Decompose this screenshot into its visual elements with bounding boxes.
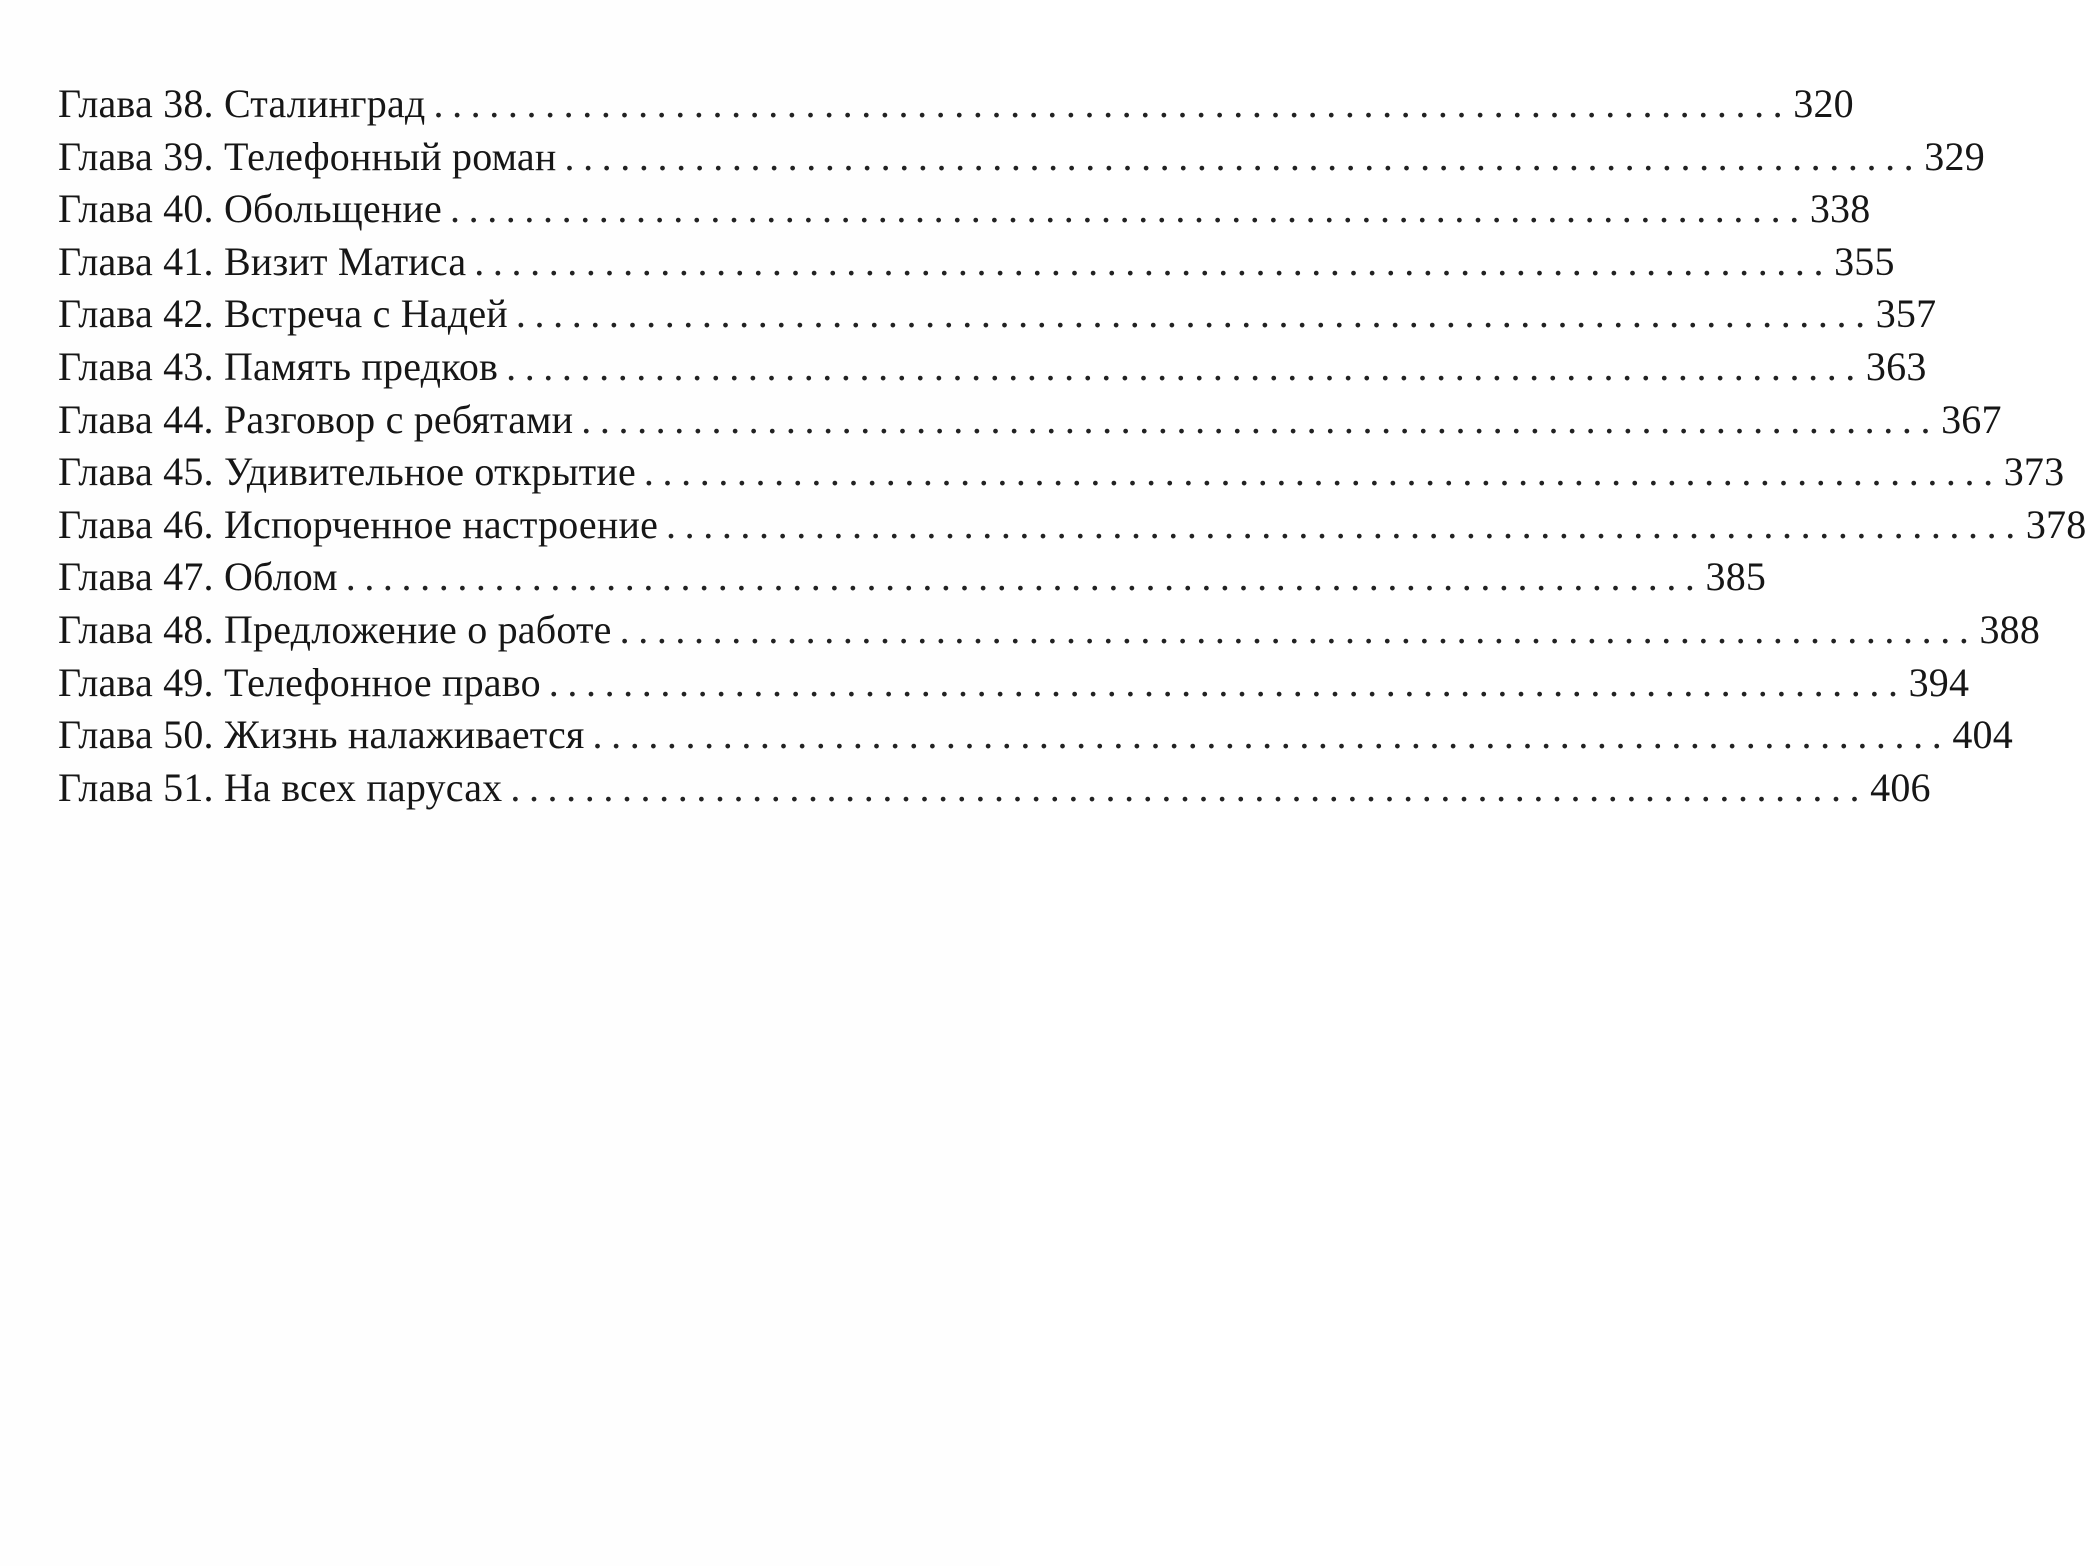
chapter-number: Глава 38. <box>58 81 214 126</box>
chapter-number: Глава 44. <box>58 396 214 442</box>
toc-entry <box>58 659 1970 712</box>
chapter-title: Телефонный роман <box>223 133 557 179</box>
dot-leader: ......................................................................... <box>515 291 1874 337</box>
chapter-number: Глава 46. <box>58 501 214 547</box>
chapter-number: Глава 43. <box>58 343 214 389</box>
page-number: 404 <box>1952 712 2013 758</box>
chapter-title: Встреча с Надей <box>223 291 508 337</box>
page-number: 338 <box>1809 186 1871 232</box>
chapter-number: Глава 50. <box>58 712 214 758</box>
toc-entry-label <box>58 238 466 285</box>
dot-leader: ......................................................................... <box>666 501 2024 547</box>
dot-leader: ......................................................................... <box>474 238 1833 284</box>
toc-entry <box>58 396 2002 449</box>
chapter-title: Жизнь налаживается <box>223 712 585 758</box>
dot-leader: ......................................................................... <box>619 606 1978 652</box>
toc-entry <box>58 764 1931 817</box>
toc-entry-label <box>58 553 338 600</box>
toc-entry-label <box>58 343 498 390</box>
chapter-title: Память предков <box>223 343 499 389</box>
toc-entry-label <box>58 659 541 706</box>
page-number: 355 <box>1834 238 1895 284</box>
chapter-number: Глава 42. <box>58 291 214 337</box>
page-number: 406 <box>1870 764 1931 810</box>
toc-entry <box>58 501 2086 554</box>
dot-leader: ......................................................................... <box>548 659 1907 705</box>
toc-entry-label <box>58 290 508 337</box>
toc-entry-label <box>58 133 556 180</box>
toc-entry-label <box>58 711 585 758</box>
page-number: 394 <box>1908 659 1970 705</box>
dot-leader: ......................................................................... <box>433 81 1792 126</box>
page-number: 357 <box>1875 291 1937 337</box>
toc-entry <box>58 290 1937 343</box>
dot-leader: ......................................................................... <box>450 186 1808 232</box>
table-of-contents <box>58 80 2086 816</box>
page-number: 378 <box>2025 501 2086 547</box>
chapter-title: Сталинград <box>223 81 426 126</box>
toc-entry-label <box>58 80 425 127</box>
dot-leader: ......................................................................... <box>581 396 1940 442</box>
chapter-title: Облом <box>223 554 338 600</box>
chapter-title: Визит Матиса <box>223 238 467 284</box>
toc-entry <box>58 711 2013 764</box>
chapter-number: Глава 45. <box>58 449 214 495</box>
toc-entry <box>58 185 1871 238</box>
toc-entry <box>58 343 1927 396</box>
toc-entry <box>58 80 1854 133</box>
page-number: 329 <box>1924 133 1985 179</box>
page-number: 373 <box>2003 449 2065 495</box>
chapter-number: Глава 39. <box>58 133 214 179</box>
toc-entry-label <box>58 606 612 653</box>
toc-entry-label <box>58 764 502 811</box>
chapter-title: На всех парусах <box>223 764 503 810</box>
chapter-title: Обольщение <box>223 186 442 232</box>
dot-leader: ......................................................................... <box>643 449 2002 495</box>
chapter-title: Разговор с ребятами <box>223 396 574 442</box>
chapter-number: Глава 51. <box>58 764 214 810</box>
page-number: 363 <box>1865 343 1927 389</box>
chapter-number: Глава 49. <box>58 659 214 705</box>
toc-entry-label <box>58 448 636 495</box>
toc-entry <box>58 448 2065 501</box>
page-number: 385 <box>1705 554 1767 600</box>
dot-leader: ......................................................................... <box>506 343 1864 389</box>
dot-leader: ......................................................................... <box>345 554 1704 600</box>
chapter-number: Глава 47. <box>58 554 214 600</box>
chapter-number: Глава 48. <box>58 606 214 652</box>
toc-entry <box>58 606 2041 659</box>
toc-entry <box>58 133 1985 186</box>
toc-entry-label <box>58 396 573 443</box>
dot-leader: ......................................................................... <box>510 764 1869 810</box>
page-number: 320 <box>1793 81 1854 126</box>
chapter-title: Телефонное право <box>223 659 541 705</box>
dot-leader: ......................................................................... <box>592 712 1951 758</box>
dot-leader: ......................................................................... <box>564 133 1923 179</box>
chapter-title: Испорченное настроение <box>223 501 659 547</box>
chapter-number: Глава 40. <box>58 186 214 232</box>
toc-entry-label <box>58 501 658 548</box>
chapter-title: Предложение о работе <box>223 606 612 652</box>
toc-entry <box>58 238 1895 291</box>
toc-entry-label <box>58 185 442 232</box>
chapter-title: Удивительное открытие <box>223 449 636 495</box>
chapter-number: Глава 41. <box>58 238 214 284</box>
page-number: 367 <box>1941 396 2002 442</box>
page-number: 388 <box>1979 606 2041 652</box>
toc-entry <box>58 553 1767 606</box>
